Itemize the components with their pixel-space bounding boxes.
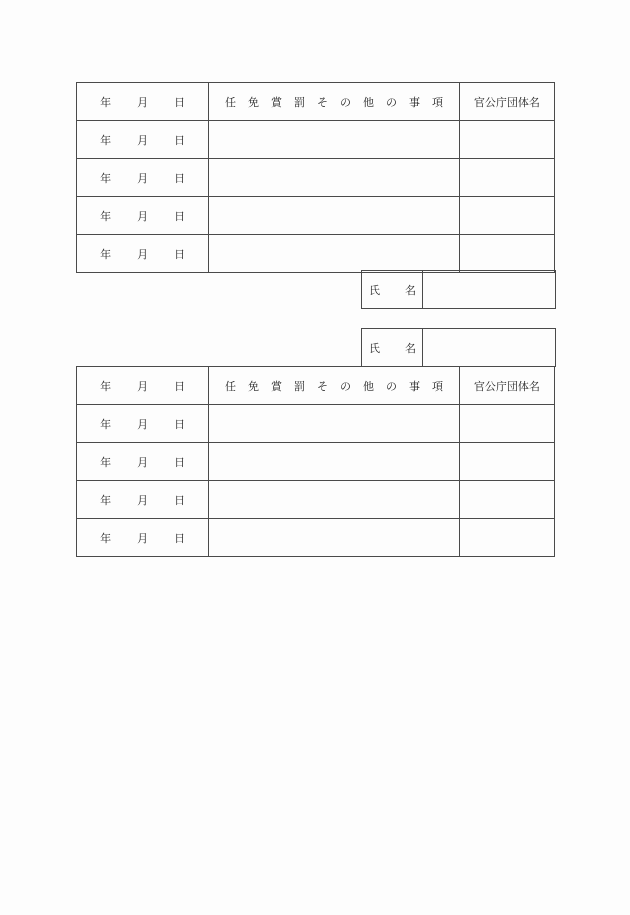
- name-label-given: 名: [405, 341, 416, 355]
- header-organization: 官公庁団体名: [459, 367, 554, 405]
- organization-cell[interactable]: [459, 405, 554, 443]
- date-cell[interactable]: [77, 443, 209, 481]
- day-label: 日: [174, 209, 186, 223]
- description-cell[interactable]: [209, 443, 460, 481]
- month-label: 月: [137, 133, 149, 147]
- name-box-top: [361, 270, 556, 309]
- header-day: 日: [174, 379, 186, 393]
- name-label-given: 名: [405, 283, 416, 297]
- organization-cell[interactable]: [459, 519, 554, 557]
- month-label: 月: [137, 209, 149, 223]
- month-label: 月: [137, 531, 149, 545]
- header-date: [77, 83, 209, 121]
- day-label: 日: [174, 171, 186, 185]
- month-label: 月: [137, 493, 149, 507]
- name-label-cell: [362, 329, 423, 367]
- day-label: 日: [174, 133, 186, 147]
- header-organization: 官公庁団体名: [459, 83, 554, 121]
- date-cell[interactable]: [77, 159, 209, 197]
- name-field[interactable]: [423, 271, 556, 309]
- organization-cell[interactable]: [459, 443, 554, 481]
- header-description-label: 任免賞罰その他の事項: [225, 95, 456, 109]
- month-label: 月: [137, 417, 149, 431]
- name-box-bottom: [361, 328, 556, 367]
- description-cell[interactable]: [209, 235, 460, 273]
- month-label: 月: [137, 455, 149, 469]
- header-month: 月: [137, 95, 149, 109]
- date-cell[interactable]: [77, 235, 209, 273]
- header-year: 年: [100, 379, 112, 393]
- header-row: [77, 83, 555, 121]
- date-cell[interactable]: [77, 405, 209, 443]
- name-label-surname: 氏: [369, 341, 380, 355]
- year-label: 年: [100, 531, 112, 545]
- header-month: 月: [137, 379, 149, 393]
- description-cell[interactable]: [209, 197, 460, 235]
- record-table-top: [76, 82, 555, 273]
- day-label: 日: [174, 417, 186, 431]
- year-label: 年: [100, 171, 112, 185]
- day-label: 日: [174, 455, 186, 469]
- header-row: [77, 367, 555, 405]
- day-label: 日: [174, 493, 186, 507]
- organization-cell[interactable]: [459, 159, 554, 197]
- name-field[interactable]: [423, 329, 556, 367]
- year-label: 年: [100, 455, 112, 469]
- description-cell[interactable]: [209, 405, 460, 443]
- organization-cell[interactable]: [459, 121, 554, 159]
- table-row: [77, 235, 555, 273]
- header-day: 日: [174, 95, 186, 109]
- table-row: [77, 405, 555, 443]
- header-description: [209, 367, 460, 405]
- description-cell[interactable]: [209, 519, 460, 557]
- table-row: [77, 197, 555, 235]
- year-label: 年: [100, 247, 112, 261]
- name-label-cell: [362, 271, 423, 309]
- year-label: 年: [100, 493, 112, 507]
- date-cell[interactable]: [77, 121, 209, 159]
- record-table-bottom: [76, 366, 555, 557]
- year-label: 年: [100, 417, 112, 431]
- description-cell[interactable]: [209, 121, 460, 159]
- day-label: 日: [174, 531, 186, 545]
- date-cell[interactable]: [77, 197, 209, 235]
- organization-cell[interactable]: [459, 235, 554, 273]
- organization-cell[interactable]: [459, 197, 554, 235]
- date-cell[interactable]: [77, 481, 209, 519]
- date-cell[interactable]: [77, 519, 209, 557]
- table-row: [77, 519, 555, 557]
- description-cell[interactable]: [209, 481, 460, 519]
- table-row: [77, 121, 555, 159]
- description-cell[interactable]: [209, 159, 460, 197]
- year-label: 年: [100, 209, 112, 223]
- month-label: 月: [137, 247, 149, 261]
- year-label: 年: [100, 133, 112, 147]
- name-label-surname: 氏: [369, 283, 380, 297]
- header-description: [209, 83, 460, 121]
- header-year: 年: [100, 95, 112, 109]
- table-row: [77, 481, 555, 519]
- day-label: 日: [174, 247, 186, 261]
- month-label: 月: [137, 171, 149, 185]
- table-row: [77, 443, 555, 481]
- header-date: [77, 367, 209, 405]
- table-row: [77, 159, 555, 197]
- organization-cell[interactable]: [459, 481, 554, 519]
- header-description-label: 任免賞罰その他の事項: [225, 379, 456, 393]
